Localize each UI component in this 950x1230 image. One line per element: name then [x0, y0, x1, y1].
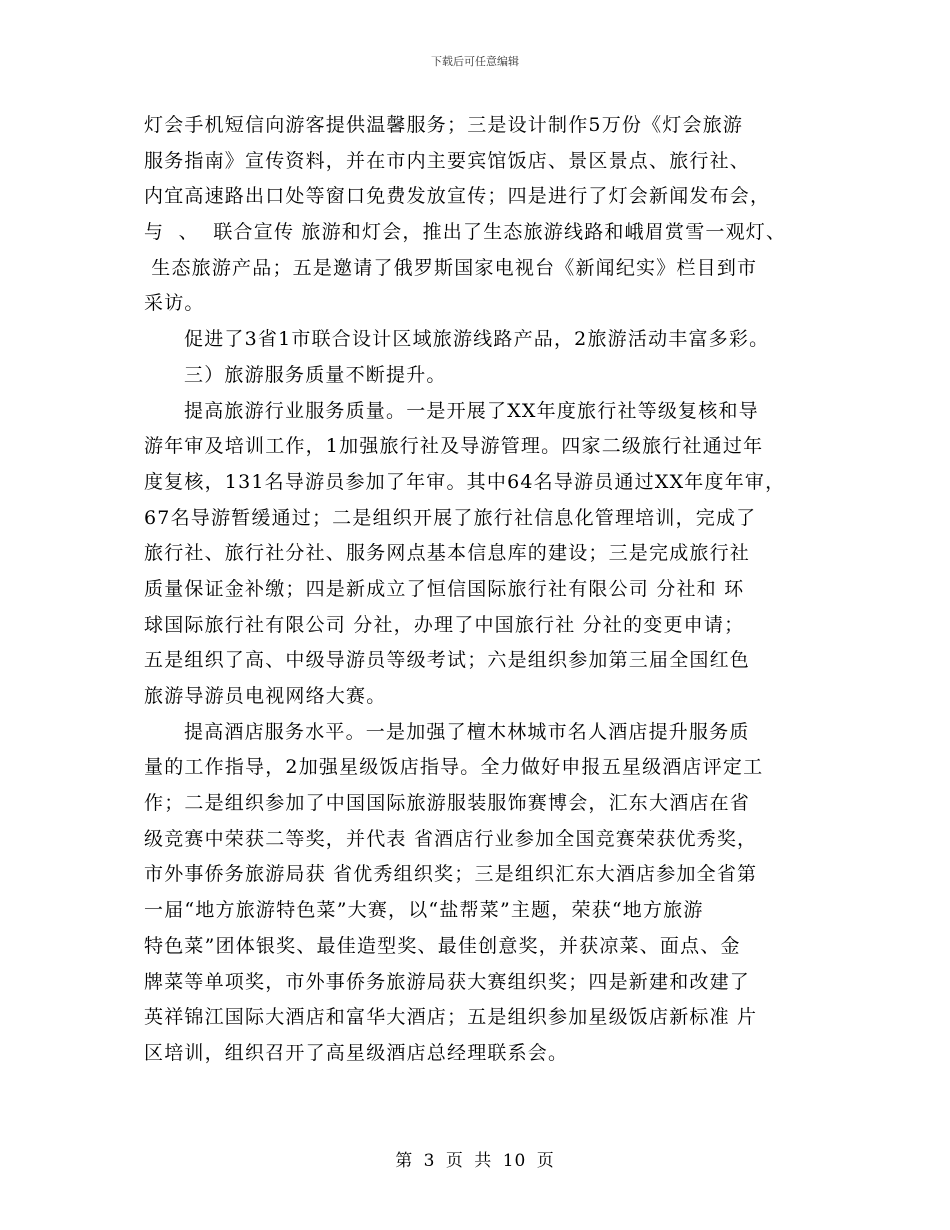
page-number-footer: 第 3 页 共 10 页: [395, 1151, 555, 1171]
body-text-line: 生态旅游产品；五是邀请了俄罗斯国家电视台《新闻纪实》栏目到市: [144, 256, 758, 279]
body-text-line: 质量保证金补缴；四是新成立了恒信国际旅行社有限公司 分社和 环: [144, 577, 745, 600]
body-text-line: 游年审及培训工作，1加强旅行社及导游管理。四家二级旅行社通过年: [144, 435, 764, 458]
body-text-line: 三）旅游服务质量不断提升。: [184, 363, 447, 386]
page-header: 下载后可任意编辑: [431, 55, 519, 68]
body-text-line: 牌菜等单项奖，市外事侨务旅游局获大赛组织奖；四是新建和改建了: [144, 970, 751, 993]
body-text-line: 提高旅游行业服务质量。一是开展了XX年度旅行社等级复核和导: [184, 399, 759, 422]
body-text-line: 灯会手机短信向游客提供温馨服务；三是设计制作5万份《灯会旅游: [144, 114, 744, 136]
body-text-line: 服务指南》宣传资料，并在市内主要宾馆饭店、景区景点、旅行社、: [144, 149, 751, 172]
body-text-line: 量的工作指导，2加强星级饭店指导。全力做好申报五星级酒店评定工: [144, 756, 764, 779]
body-text-line: 英祥锦江国际大酒店和富华大酒店；五是组织参加星级饭店新标准 片: [144, 1006, 758, 1029]
body-text-line: 内宜高速路出口处等窗口免费发放宣传；四是进行了灯会新闻发布会，: [144, 185, 771, 208]
body-text-line: 67名导游暂缓通过；二是组织开展了旅行社信息化管理培训，完成了: [144, 506, 757, 529]
body-text-line: 特色菜”团体银奖、最佳造型奖、最佳创意奖，并获凉菜、面点、金: [144, 934, 741, 957]
body-text-line: 市外事侨务旅游局获 省优秀组织奖；三是组织汇东大酒店参加全省第: [144, 863, 758, 886]
body-text-line: 度复核，131名导游员参加了年审。其中64名导游员通过XX年度年审，: [144, 470, 786, 493]
body-text-line: 球国际旅行社有限公司 分社，办理了中国旅行社 分社的变更申请；: [144, 613, 745, 636]
body-text-line: 提高酒店服务水平。一是加强了檀木林城市名人酒店提升服务质: [184, 720, 750, 743]
body-text-line: 区培训，组织召开了高星级酒店总经理联系会。: [144, 1041, 569, 1064]
body-text-line: 与 、 联合宣传 旅游和灯会，推出了生态旅游线路和峨眉赏雪一观灯、: [144, 221, 787, 244]
body-text-line: 一届“地方旅游特色菜”大赛，以“盐帮菜”主题，荣获“地方旅游: [144, 899, 704, 922]
body-text-line: 采访。: [144, 292, 205, 315]
body-text-line: 旅行社、旅行社分社、服务网点基本信息库的建设；三是完成旅行社: [144, 542, 751, 565]
body-text-line: 促进了3省1市联合设计区域旅游线路产品，2旅游活动丰富多彩。: [184, 328, 770, 351]
body-text-line: 五是组织了高、中级导游员等级考试；六是组织参加第三届全国红色: [144, 649, 751, 672]
body-text-line: 旅游导游员电视网络大赛。: [144, 685, 387, 707]
body-text-line: 级竞赛中荣获二等奖，并代表 省酒店行业参加全国竞赛荣获优秀奖，: [144, 827, 758, 850]
body-text-line: 作；二是组织参加了中国国际旅游服装服饰赛博会，汇东大酒店在省: [144, 792, 751, 815]
document-body: [144, 108, 824, 1072]
